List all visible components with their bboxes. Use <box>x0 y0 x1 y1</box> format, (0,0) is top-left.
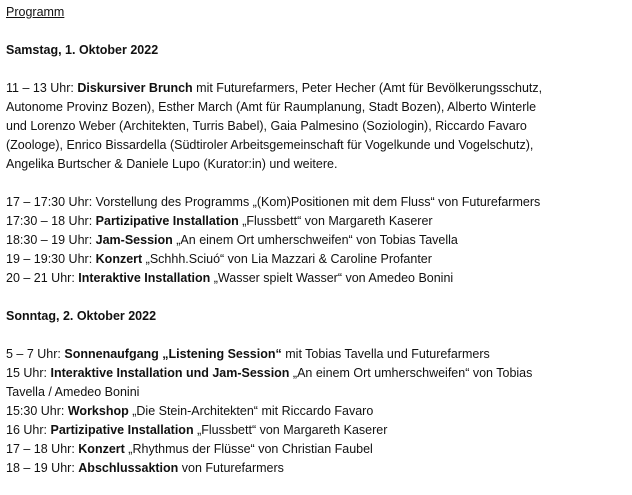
saturday-item <box>6 250 628 269</box>
entry-rest: mit Tobias Tavella und Futurefarmers <box>285 347 490 361</box>
saturday-brunch-line-1 <box>6 79 628 98</box>
saturday-item <box>6 231 628 250</box>
entry-rest: „Schhh.Sciuó“ von Lia Mazzari & Caroline Profanter <box>145 252 432 266</box>
entry-time: 19 – 19:30 Uhr: <box>6 252 93 266</box>
entry-event: Konzert <box>95 252 143 266</box>
entry-rest: „Rhythmus der Flüsse“ von Christian Faubel <box>128 442 373 456</box>
entry-event: Partizipative Installation <box>95 214 239 228</box>
spacer <box>6 60 628 79</box>
entry-rest: Vorstellung des Programms „(Kom)Positionen mit dem Fluss“ von Futurefarmers <box>95 195 541 209</box>
entry-rest: „An einem Ort umherschweifen“ von Tobias Tavella <box>176 233 458 247</box>
entry-time: 18 – 19 Uhr: <box>6 461 75 475</box>
entry-rest: „Die Stein-Architekten“ mit Riccardo Favaro <box>132 404 374 418</box>
saturday-brunch-line-2: Autonome Provinz Bozen), Esther March (Amt für Raumplanung, Stadt Bozen), Alberto Winterle <box>6 100 537 114</box>
saturday-brunch-line-4: (Zoologe), Enrico Bissardella (Südtiroler Arbeitsgemeinschaft für Vogelkunde und Vogelschutz), <box>6 138 534 152</box>
entry-event: Workshop <box>67 404 129 418</box>
entry-time: 17 – 18 Uhr: <box>6 442 75 456</box>
spacer <box>6 288 628 307</box>
saturday-title: Samstag, 1. Oktober 2022 <box>6 43 159 57</box>
saturday-item <box>6 212 628 231</box>
entry-rest: Tavella / Amedeo Bonini <box>6 385 140 399</box>
spacer <box>6 22 628 41</box>
sunday-item <box>6 364 628 383</box>
entry-rest: „Flussbett“ von Margareth Kaserer <box>197 423 388 437</box>
entry-rest: von Futurefarmers <box>181 461 284 475</box>
sunday-item <box>6 440 628 459</box>
entry-time: 16 Uhr: <box>6 423 47 437</box>
entry-event: Abschlussaktion <box>78 461 179 475</box>
sunday-item <box>6 421 628 440</box>
spacer <box>6 174 628 193</box>
entry-event: Partizipative Installation <box>50 423 194 437</box>
entry-time: 15 Uhr: <box>6 366 47 380</box>
saturday-item <box>6 193 628 212</box>
saturday-item <box>6 269 628 288</box>
entry-event: Konzert <box>78 442 125 456</box>
sunday-title: Sonntag, 2. Oktober 2022 <box>6 309 157 323</box>
entry-rest: mit Futurefarmers, Peter Hecher (Amt für Bevölkerungsschutz, <box>196 81 543 95</box>
entry-event: Interaktive Installation und Jam-Session <box>50 366 290 380</box>
sunday-item <box>6 459 628 478</box>
sunday-item-continuation <box>6 383 628 402</box>
spacer <box>6 326 628 345</box>
entry-event: Sonnenaufgang „Listening Session“ <box>64 347 282 361</box>
entry-event: Interaktive Installation <box>78 271 211 285</box>
entry-event: Diskursiver Brunch <box>77 81 193 95</box>
entry-event: Jam-Session <box>95 233 173 247</box>
sunday-item <box>6 402 628 421</box>
program-heading: Programm <box>6 5 65 19</box>
entry-rest: „Wasser spielt Wasser“ von Amedeo Bonini <box>213 271 454 285</box>
entry-time: 5 – 7 Uhr: <box>6 347 61 361</box>
entry-time: 17 – 17:30 Uhr: <box>6 195 93 209</box>
entry-time: 17:30 – 18 Uhr: <box>6 214 93 228</box>
entry-time: 18:30 – 19 Uhr: <box>6 233 93 247</box>
saturday-brunch-line-5: Angelika Burtscher & Daniele Lupo (Kurator:in) und weitere. <box>6 157 338 171</box>
sunday-item <box>6 345 628 364</box>
entry-time: 15:30 Uhr: <box>6 404 65 418</box>
entry-rest: „Flussbett“ von Margareth Kaserer <box>242 214 433 228</box>
entry-time: 20 – 21 Uhr: <box>6 271 75 285</box>
entry-rest: „An einem Ort umherschweifen“ von Tobias <box>292 366 533 380</box>
saturday-brunch-line-3: und Lorenzo Weber (Architekten, Turris Babel), Gaia Palmesino (Soziologin), Riccardo Favaro <box>6 119 527 133</box>
entry-time: 11 – 13 Uhr: <box>6 81 74 95</box>
